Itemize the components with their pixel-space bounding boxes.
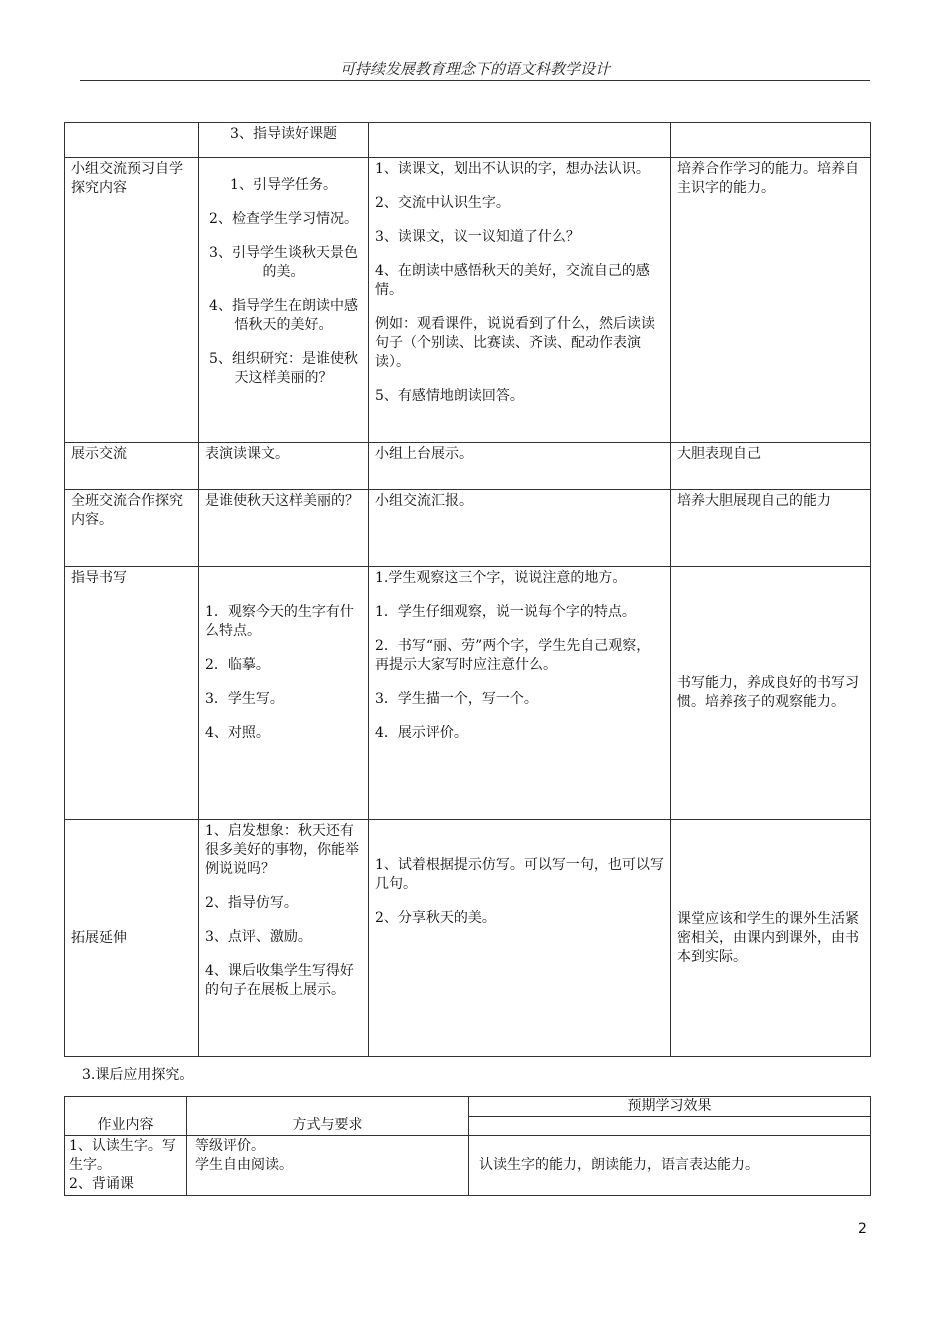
homework-content-line: 2、背诵课	[69, 1176, 134, 1192]
cell-line: 1、启发想象：秋天还有很多美好的事物，你能举例说说吗？	[205, 823, 359, 877]
cell-line: 2、指导仿写。	[205, 895, 298, 911]
table-row	[65, 490, 871, 567]
cell-line: 5、组织研究：是谁使秋天这样美丽的？	[209, 351, 358, 386]
homework-content-line: 1、认读生字。写生字。	[69, 1138, 176, 1173]
homework-cell-content	[65, 1136, 187, 1196]
cell-line: 4、课后收集学生写得好的句子在展板上展示。	[205, 963, 354, 998]
table-row	[65, 443, 871, 490]
cell-line: 5、有感情地朗读回答。	[375, 388, 524, 404]
student-activity-cell	[369, 820, 671, 1057]
cell-line: 3．学生写。	[205, 691, 284, 707]
row-label	[65, 123, 199, 158]
cell-line: 1、读课文，划出不认识的字，想办法认识。	[375, 161, 650, 177]
cell-line: 书写能力，养成良好的书写习惯。培养孩子的观察能力。	[677, 675, 859, 710]
cell-line: 2、检查学生学习情况。	[209, 211, 358, 227]
header-rule	[80, 80, 870, 81]
section-label: 3.课后应用探究。	[82, 1067, 194, 1083]
student-activity-cell	[369, 490, 671, 567]
cell-line: 小组上台展示。	[375, 446, 473, 462]
homework-header-effect: 预期学习效果	[469, 1097, 871, 1117]
cell-line: 1．学生仔细观察，说一说每个字的特点。	[375, 604, 636, 620]
row-label: 拓展延伸	[65, 820, 199, 1057]
cell-line: 4、在朗读中感悟秋天的美好，交流自己的感情。	[375, 263, 650, 298]
homework-header-content: 作业内容	[65, 1097, 187, 1136]
student-activity-cell	[369, 443, 671, 490]
cell-line: 培养合作学习的能力。培养自主识字的能力。	[677, 161, 859, 196]
teacher-activity-cell	[199, 490, 369, 567]
table-row	[65, 158, 871, 443]
cell-line: 2、分享秋天的美。	[375, 910, 496, 926]
homework-cell-method	[187, 1136, 469, 1196]
student-activity-cell	[369, 123, 671, 158]
student-activity-cell	[369, 567, 671, 820]
cell-line: 小组交流汇报。	[375, 493, 473, 509]
cell-line: 培养大胆展现自己的能力	[677, 493, 831, 509]
cell-line: 1.学生观察这三个字，说说注意的地方。	[375, 570, 627, 586]
homework-method-line: 等级评价。	[195, 1138, 265, 1154]
design-intent-cell	[671, 443, 871, 490]
row-label: 小组交流预习自学探究内容	[65, 158, 199, 443]
homework-table	[64, 1096, 871, 1196]
cell-line: 1、试着根据提示仿写。可以写一句，也可以写几句。	[375, 857, 664, 892]
student-activity-cell	[369, 158, 671, 443]
homework-header-method: 方式与要求	[187, 1097, 469, 1136]
cell-line: 4．展示评价。	[375, 725, 468, 741]
teacher-activity-cell	[199, 820, 369, 1057]
design-intent-cell	[671, 123, 871, 158]
cell-line: 例如：观看课件，说说看到了什么，然后读读句子（个别读、比赛读、齐读、配动作表演读）。	[375, 316, 655, 370]
design-intent-cell	[671, 820, 871, 1057]
row-label: 展示交流	[65, 443, 199, 490]
cell-line: 4、对照。	[205, 725, 270, 741]
table-row	[65, 567, 871, 820]
cell-line: 表演读课文。	[205, 446, 289, 462]
cell-line: 课堂应该和学生的课外生活紧密相关，由课内到课外，由书本到实际。	[677, 910, 859, 965]
homework-header-effect-blank	[469, 1117, 871, 1136]
page-header-title: 可持续发展教育理念下的语文科教学设计	[339, 60, 610, 78]
cell-line: 是谁使秋天这样美丽的？	[205, 493, 359, 509]
lesson-table	[64, 122, 871, 1057]
cell-line: 3、指导读好课题	[230, 126, 337, 142]
cell-line: 3、读课文，议一议知道了什么？	[375, 229, 580, 245]
page-number: 2	[858, 1221, 867, 1237]
row-label: 全班交流合作探究内容。	[65, 490, 199, 567]
row-label: 指导书写	[65, 567, 199, 820]
cell-line: 2、交流中认识生字。	[375, 195, 510, 211]
cell-line: 3、引导学生谈秋天景色的美。	[209, 245, 358, 280]
homework-method-line: 学生自由阅读。	[195, 1157, 293, 1173]
design-intent-cell	[671, 567, 871, 820]
table-row	[65, 820, 871, 1057]
cell-line: 1．观察今天的生字有什么特点。	[205, 604, 354, 639]
cell-line: 2．临摹。	[205, 657, 270, 673]
cell-line: 1、引导学任务。	[230, 177, 337, 193]
design-intent-cell	[671, 490, 871, 567]
design-intent-cell	[671, 158, 871, 443]
cell-line: 2．书写“丽、劳”两个字，学生先自己观察，再提示大家写时应注意什么。	[375, 638, 651, 673]
teacher-activity-cell	[199, 567, 369, 820]
cell-line: 3、点评、激励。	[205, 929, 312, 945]
teacher-activity-cell	[199, 123, 369, 158]
cell-line: 4、指导学生在朗读中感悟秋天的美好。	[209, 298, 358, 333]
table-row	[65, 123, 871, 158]
cell-line: 3．学生描一个，写一个。	[375, 691, 538, 707]
teacher-activity-cell	[199, 443, 369, 490]
cell-line: 大胆表现自己	[677, 446, 761, 462]
homework-cell-effect: 认读生字的能力，朗读能力，语言表达能力。	[469, 1136, 871, 1196]
teacher-activity-cell	[199, 158, 369, 443]
